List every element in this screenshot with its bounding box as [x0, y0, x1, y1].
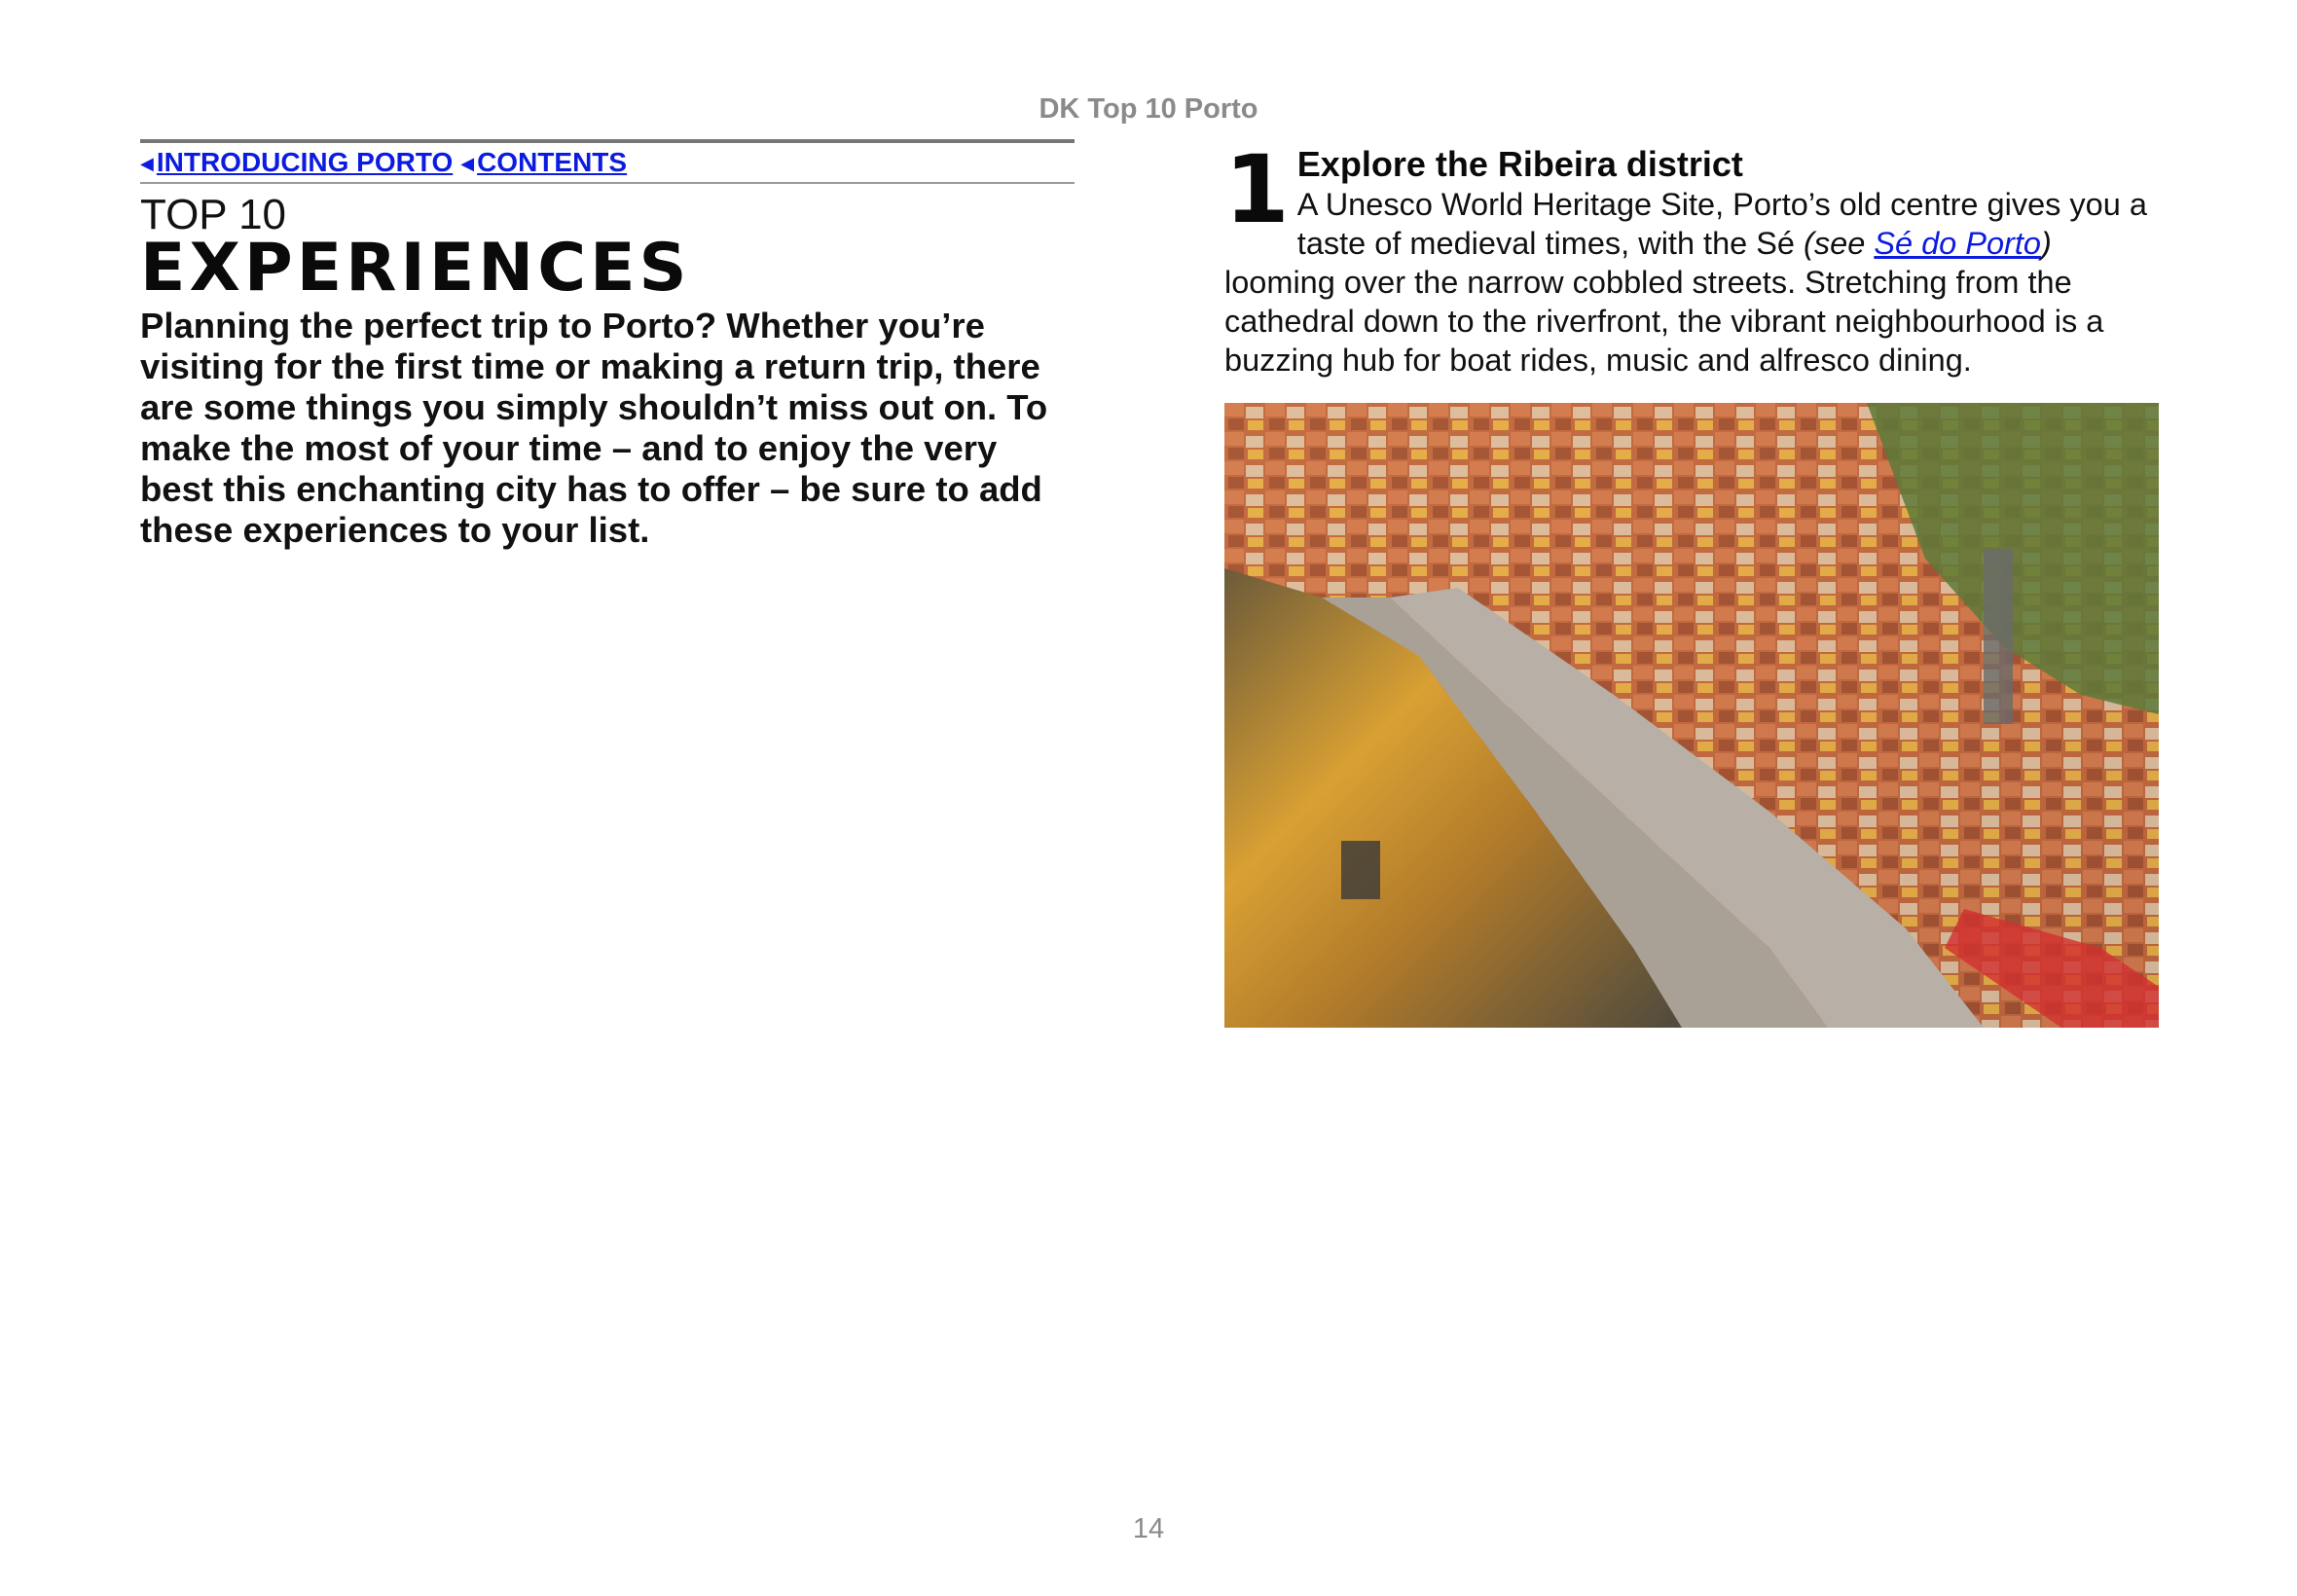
- section-title: EXPERIENCES: [140, 230, 691, 307]
- back-arrow-icon: ◀: [140, 154, 154, 173]
- section-kicker: TOP 10: [140, 191, 287, 238]
- se-do-porto-link[interactable]: Sé do Porto: [1874, 226, 2041, 261]
- introducing-porto-link[interactable]: INTRODUCING PORTO: [156, 147, 454, 177]
- entry-title: Explore the Ribeira district: [1296, 144, 1743, 184]
- back-arrow-icon: ◀: [460, 154, 475, 173]
- entry-see-close: ): [2040, 226, 2052, 261]
- experience-entry: [1224, 135, 2159, 380]
- section-intro: Planning the perfect trip to Porto? Whether you’re visiting for the first time or making a return trip, there are some things you simply shouldn’t miss out on. To make the most of your time – and to enjoy the very best this enchanting city has to offer – be sure to add these experiences to your list.: [140, 306, 1048, 550]
- left-column: [140, 139, 1075, 551]
- entry-text-after: looming over the narrow cobbled streets. Stretching from the cathedral down to the riverfront, the vibrant neighbourhood is a buzzing hub for boat rides, music and alfresco dining.: [1224, 265, 2104, 378]
- entry-see-open: (see: [1804, 226, 1875, 261]
- entry-body: [1224, 185, 2159, 380]
- page-number: 14: [1132, 1513, 1165, 1544]
- contents-link[interactable]: CONTENTS: [477, 147, 628, 177]
- book-title: DK Top 10 Porto: [1039, 93, 1258, 125]
- entry-text-before: A Unesco World Heritage Site, Porto’s old centre gives you a taste of medieval times, with the Sé: [1296, 187, 2147, 261]
- ribeira-photo: [1224, 403, 2159, 1028]
- entry-number: 1: [1224, 135, 1290, 244]
- breadcrumb-nav: [140, 139, 1075, 184]
